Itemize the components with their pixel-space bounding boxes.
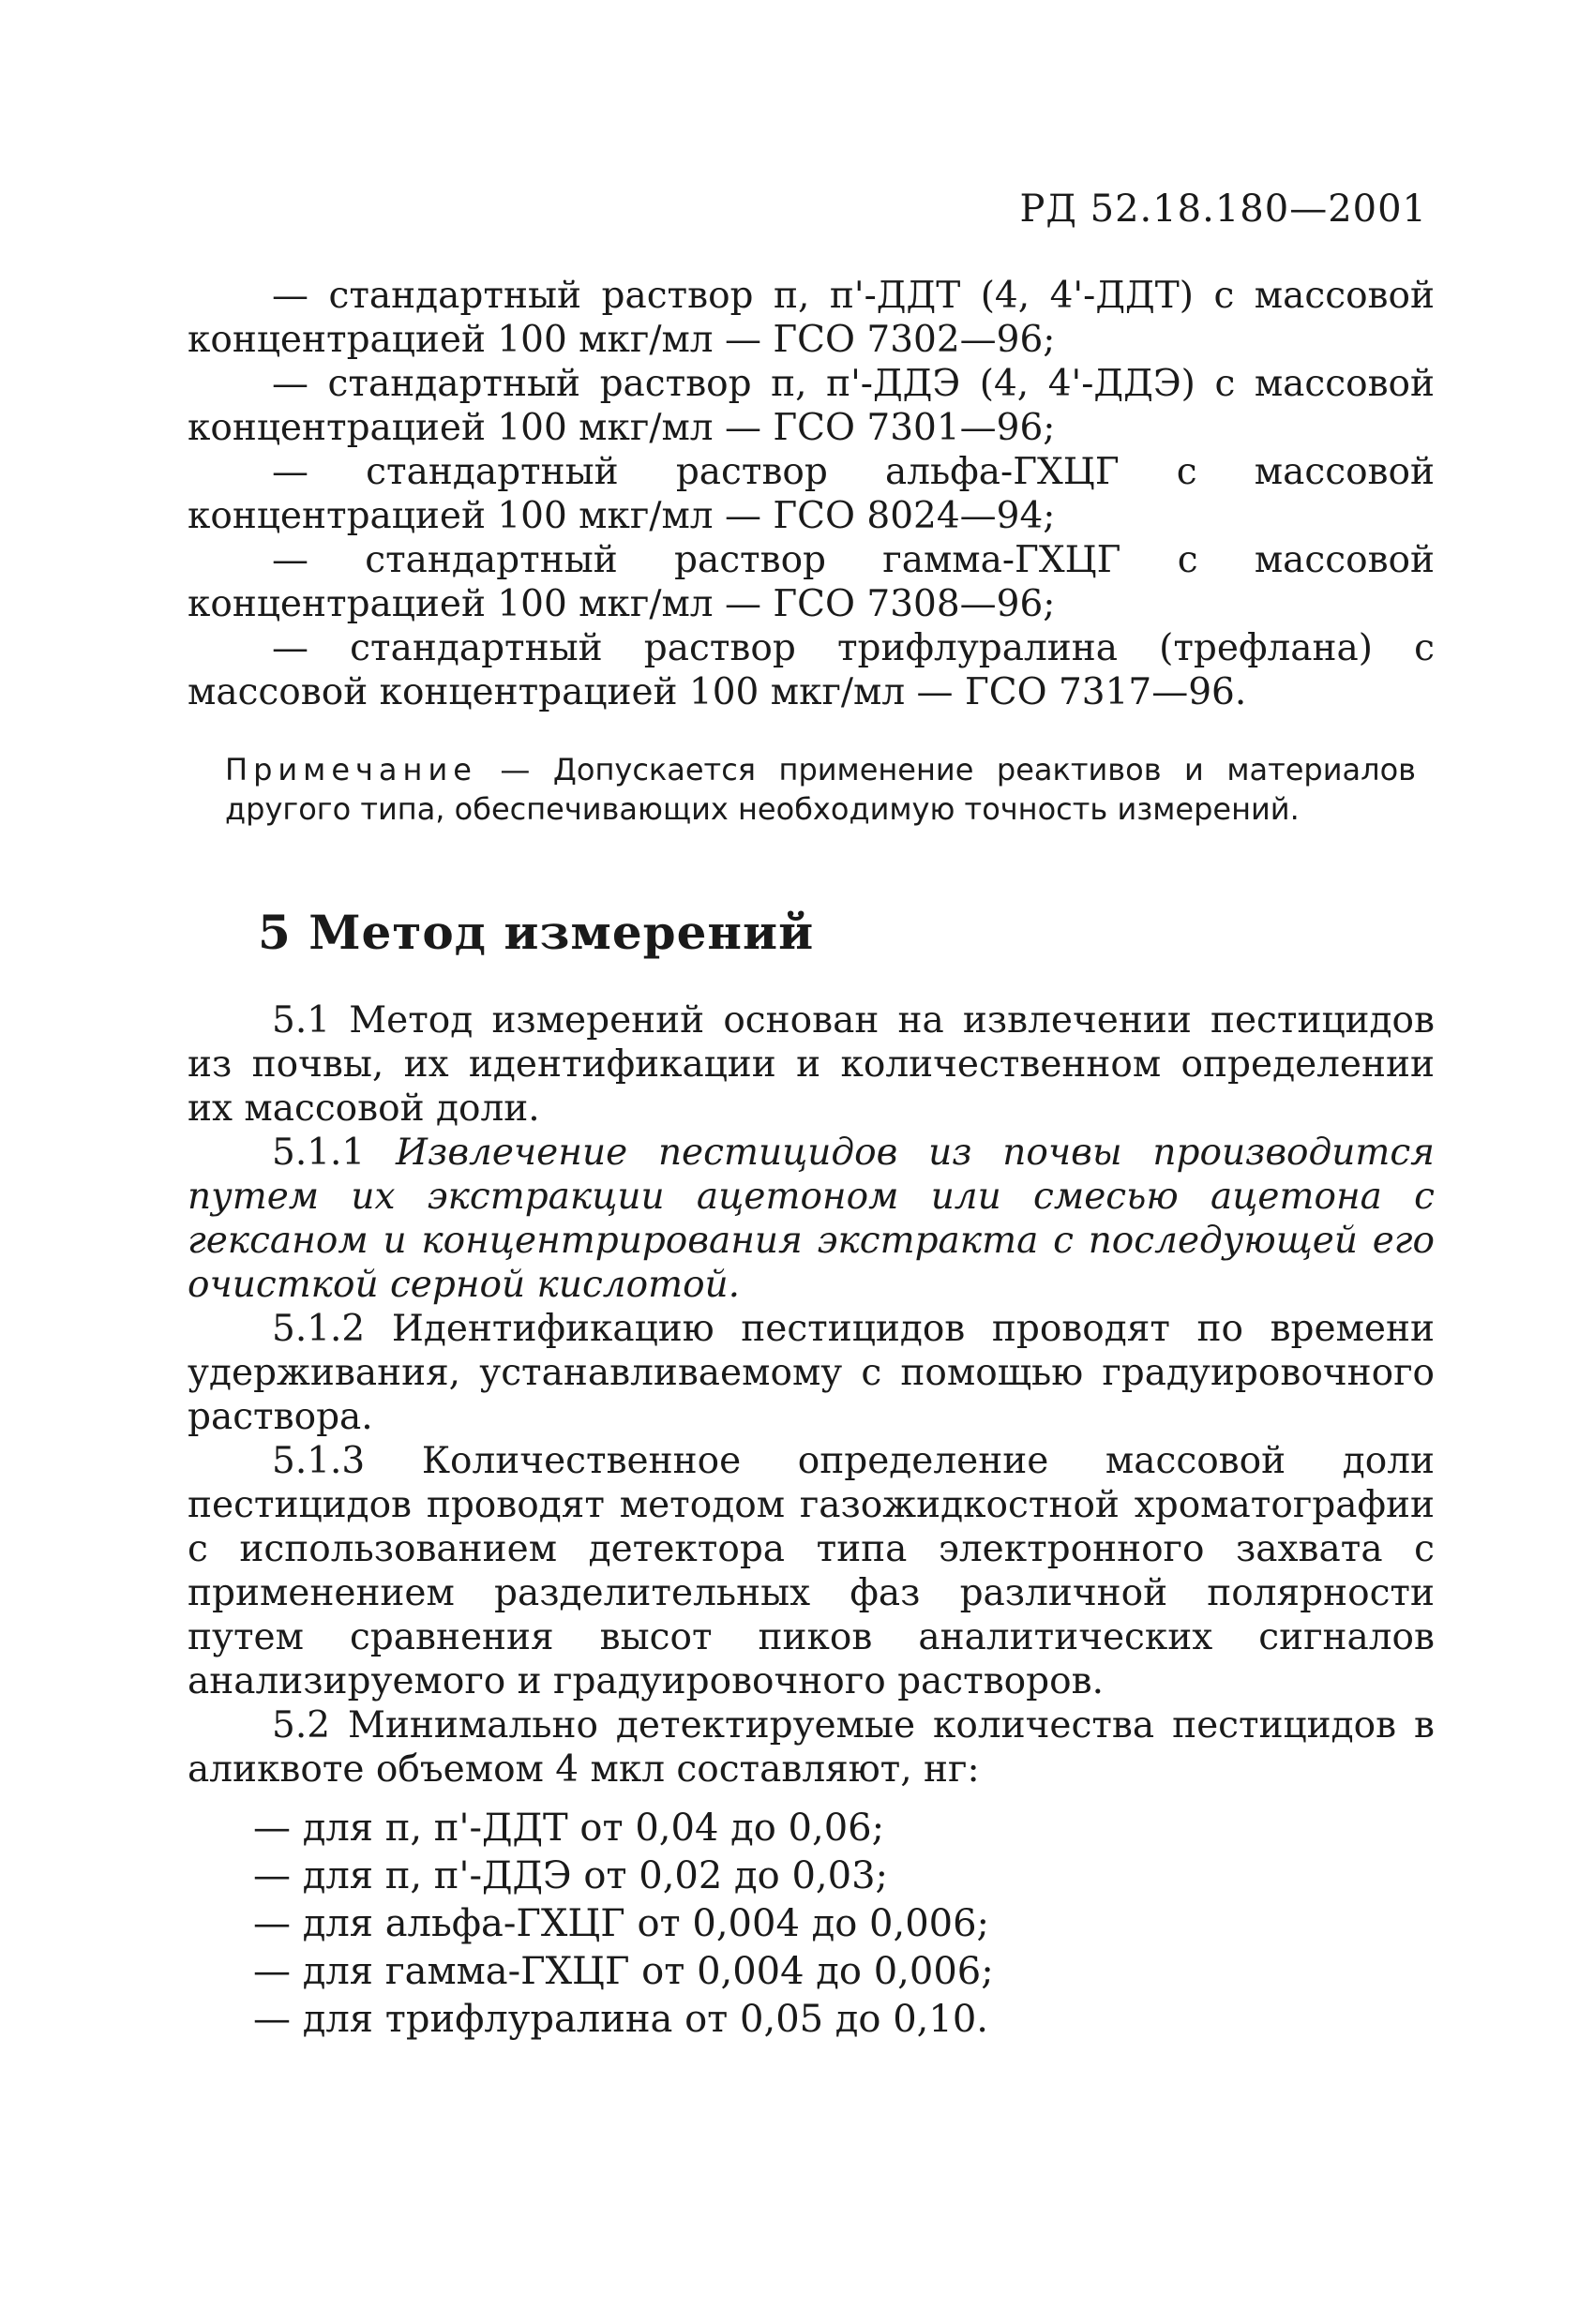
limit-item: — для п, п'-ДДТ от 0,04 до 0,06; — [253, 1807, 885, 1850]
limit-item: — для п, п'-ДДЭ от 0,02 до 0,03; — [253, 1854, 888, 1897]
document-code: РД 52.18.180—2001 — [1019, 187, 1427, 231]
paragraph-5-1: 5.1 Метод измерений основан на извлечении пестицидов из почвы, их идентификации и количественном определении их массовой доли. — [188, 999, 1435, 1130]
detection-limits-list — [253, 1805, 1435, 2044]
note-text: — Допускается применение реактивов и материалов другого типа, обеспечивающих необходимую точность измерений. — [225, 752, 1416, 827]
paragraph-5-1-1 — [188, 1131, 1435, 1307]
paragraph-number: 5.1.1 — [272, 1132, 397, 1174]
note-heading: Примечание — [225, 752, 477, 787]
reagents-list — [188, 274, 1435, 714]
reagent-item: — стандартный раствор п, п'-ДДТ (4, 4'-ДДТ) с массовой концентрацией 100 мкг/мл — ГСО 7302—96; — [188, 275, 1435, 361]
reagent-item: — стандартный раствор гамма-ГХЦГ с массовой концентрацией 100 мкг/мл — ГСО 7308—96; — [188, 539, 1435, 625]
method-section — [188, 998, 1435, 1792]
reagent-item: — стандартный раствор п, п'-ДДЭ (4, 4'-ДДЭ) с массовой концентрацией 100 мкг/мл — ГСО 7301—96; — [188, 363, 1435, 449]
reagent-item: — стандартный раствор трифлуралина (трефлана) с массовой концентрацией 100 мкг/мл — ГСО 7317—96. — [188, 627, 1435, 713]
paragraph-text: Извлечение пестицидов из почвы производится путем их экстракции ацетоном или смесью ацетона с гексаном и концентрирования экстракта с последующей его очисткой серной кислотой. — [188, 1132, 1435, 1306]
limit-item: — для альфа-ГХЦГ от 0,004 до 0,006; — [253, 1902, 990, 1945]
paragraph-5-1-3: 5.1.3 Количественное определение массовой доли пестицидов проводят методом газожидкостной хроматографии с использованием детектора типа электронного захвата с применением разделительных фаз различной полярности путем сравнения высот пиков аналитических сигналов анализируемого и градуировочного растворов. — [188, 1440, 1435, 1702]
limit-item: — для трифлуралина от 0,05 до 0,10. — [253, 1998, 989, 2041]
paragraph-5-2: 5.2 Минимально детектируемые количества пестицидов в аликвоте объемом 4 мкл составляют, нг: — [188, 1704, 1435, 1791]
section-title: 5 Метод измерений — [258, 905, 815, 960]
limit-item: — для гамма-ГХЦГ от 0,004 до 0,006; — [253, 1950, 994, 1993]
note — [225, 750, 1416, 829]
paragraph-5-1-2: 5.1.2 Идентификацию пестицидов проводят по времени удерживания, устанавливаемому с помощью градуировочного раствора. — [188, 1308, 1435, 1438]
reagent-item: — стандартный раствор альфа-ГХЦГ с массовой концентрацией 100 мкг/мл — ГСО 8024—94; — [188, 451, 1435, 537]
